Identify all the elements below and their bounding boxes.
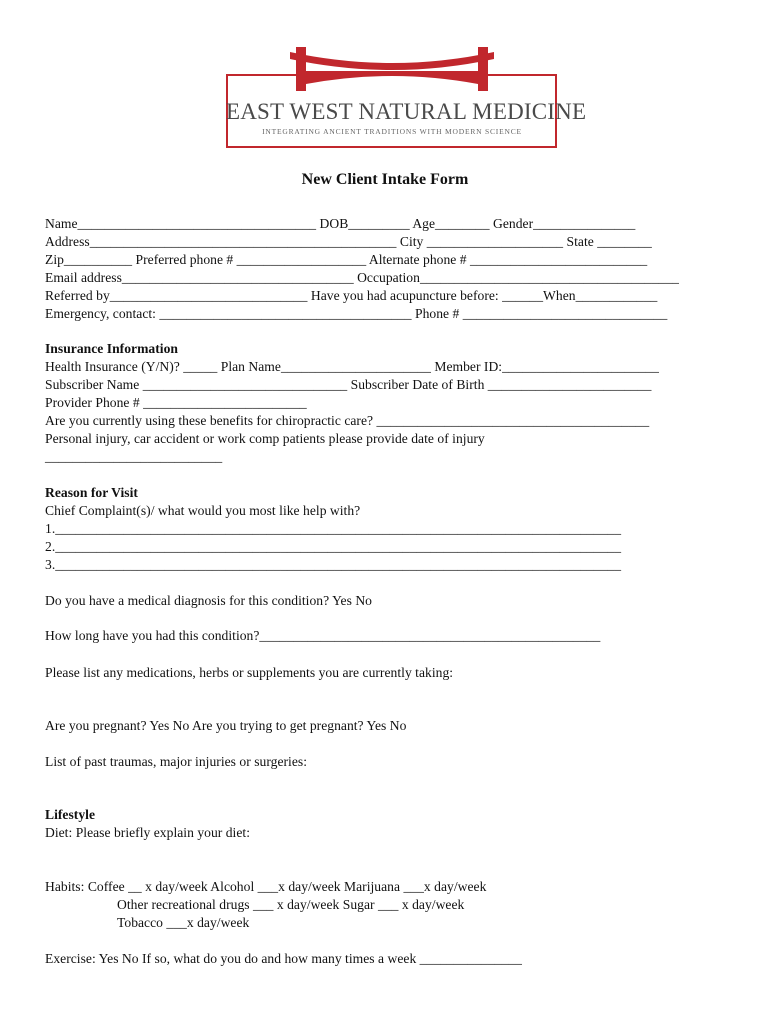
injury-date-prompt: Personal injury, car accident or work comp patients please provide date of injury xyxy=(45,431,485,446)
clinic-logo xyxy=(226,44,587,150)
email-occupation-line[interactable]: Email address__________________________________ Occupation______________________________________ xyxy=(45,270,679,285)
condition-duration-line[interactable]: How long have you had this condition?__________________________________________________ xyxy=(45,628,601,643)
address-city-state-line[interactable]: Address_____________________________________________ City ____________________ State ________ xyxy=(45,234,652,249)
zip-phone-line[interactable]: Zip__________ Preferred phone # ___________________ Alternate phone # __________________________ xyxy=(45,252,648,267)
reason-heading: Reason for Visit xyxy=(45,485,138,500)
logo-name: EAST WEST NATURAL MEDICINE xyxy=(226,99,587,124)
diet-prompt: Diet: Please briefly explain your diet: xyxy=(45,825,251,840)
referral-acupuncture-line[interactable]: Referred by_____________________________ Have you had acupuncture before: ______When____________ xyxy=(45,288,658,303)
lifestyle-heading: Lifestyle xyxy=(45,807,96,822)
complaint-2-field[interactable]: 2.___________________________________________________________________________________ xyxy=(45,539,622,554)
complaint-1-field[interactable]: 1.___________________________________________________________________________________ xyxy=(45,521,622,536)
name-dob-age-gender-line[interactable]: Name___________________________________ DOB_________ Age________ Gender_______________ xyxy=(45,216,636,231)
habits-line-2[interactable]: Other recreational drugs ___ x day/week Sugar ___ x day/week xyxy=(117,897,465,912)
emergency-contact-line[interactable]: Emergency, contact: _____________________________________ Phone # ______________________________ xyxy=(45,306,668,321)
pregnancy-question[interactable]: Are you pregnant? Yes No Are you trying to get pregnant? Yes No xyxy=(45,718,407,733)
injury-date-field[interactable]: __________________________ xyxy=(45,449,223,464)
habits-line-3[interactable]: Tobacco ___x day/week xyxy=(117,915,250,930)
chief-complaint-prompt: Chief Complaint(s)/ what would you most like help with? xyxy=(45,503,361,518)
traumas-prompt: List of past traumas, major injuries or surgeries: xyxy=(45,754,307,769)
chiropractic-benefits-line[interactable]: Are you currently using these benefits for chiropractic care? ________________________________________ xyxy=(45,413,650,428)
form-title: New Client Intake Form xyxy=(301,171,469,188)
habits-line-1[interactable]: Habits: Coffee __ x day/week Alcohol ___x day/week Marijuana ___x day/week xyxy=(45,879,487,894)
provider-phone-line[interactable]: Provider Phone # ________________________ xyxy=(45,395,307,410)
complaint-3-field[interactable]: 3.___________________________________________________________________________________ xyxy=(45,557,622,572)
medications-prompt: Please list any medications, herbs or supplements you are currently taking: xyxy=(45,665,454,680)
logo-tagline: INTEGRATING ANCIENT TRADITIONS WITH MODERN SCIENCE xyxy=(262,127,522,136)
subscriber-line[interactable]: Subscriber Name ______________________________ Subscriber Date of Birth ________________________ xyxy=(45,377,652,392)
health-insurance-line[interactable]: Health Insurance (Y/N)? _____ Plan Name______________________ Member ID:_______________________ xyxy=(45,359,659,374)
insurance-heading: Insurance Information xyxy=(45,341,178,356)
exercise-line[interactable]: Exercise: Yes No If so, what do you do and how many times a week _______________ xyxy=(45,951,522,966)
diagnosis-question[interactable]: Do you have a medical diagnosis for this condition? Yes No xyxy=(45,593,372,608)
